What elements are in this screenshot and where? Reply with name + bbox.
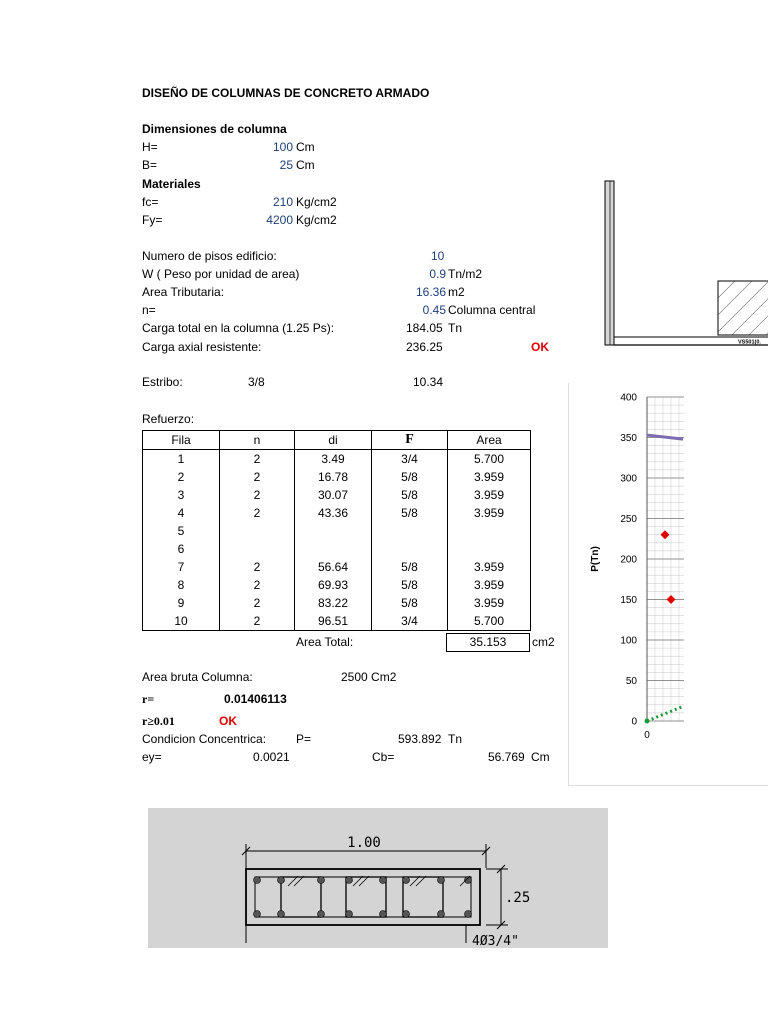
column-section-drawing bbox=[148, 808, 608, 948]
area-total-label: Area Total: bbox=[296, 635, 354, 649]
table-cell bbox=[220, 522, 295, 540]
area-trib-unit: m2 bbox=[448, 285, 465, 299]
rebar-dot bbox=[254, 911, 261, 918]
col-header-n: n bbox=[220, 431, 295, 450]
col-header-di: di bbox=[295, 431, 372, 450]
table-cell: 5/8 bbox=[372, 504, 448, 522]
r-check-label: r≥0.01 bbox=[142, 714, 175, 728]
carga-axial-status: OK bbox=[531, 340, 549, 354]
carga-axial-value: 236.25 bbox=[406, 340, 443, 354]
table-cell: 2 bbox=[220, 576, 295, 594]
rebar-dot bbox=[465, 911, 472, 918]
table-cell: 3/4 bbox=[372, 450, 448, 469]
data-point bbox=[667, 595, 676, 604]
table-cell: 3/4 bbox=[372, 612, 448, 631]
h-label: H= bbox=[142, 140, 158, 154]
concentrica-label: Condicion Concentrica: bbox=[142, 732, 267, 746]
estribo-label: Estribo: bbox=[142, 375, 183, 389]
materials-heading: Materiales bbox=[142, 177, 201, 191]
w-unit: Tn/m2 bbox=[448, 267, 483, 281]
rebar-dot bbox=[278, 911, 285, 918]
table-cell bbox=[295, 540, 372, 558]
y-tick-label: 150 bbox=[620, 595, 637, 606]
interaction-chart bbox=[568, 383, 684, 785]
table-row bbox=[143, 450, 531, 469]
table-row bbox=[143, 576, 531, 594]
table-cell bbox=[295, 522, 372, 540]
table-cell: 2 bbox=[220, 504, 295, 522]
rebar-dot bbox=[403, 877, 410, 884]
carga-total-unit: Tn bbox=[448, 321, 463, 335]
table-row bbox=[143, 612, 531, 631]
carga-total-label: Carga total en la columna (1.25 Ps): bbox=[142, 321, 335, 335]
table-cell bbox=[372, 522, 448, 540]
ey-label: ey= bbox=[142, 750, 162, 764]
r-check-status: OK bbox=[219, 714, 237, 728]
n-label: n= bbox=[142, 303, 156, 317]
fc-unit: Kg/cm2 bbox=[296, 195, 337, 209]
stirrup-inner bbox=[346, 877, 386, 917]
area-total-box bbox=[446, 633, 530, 652]
area-bruta-label: Area bruta Columna: bbox=[142, 670, 253, 684]
table-cell: 9 bbox=[143, 594, 220, 612]
rebar-dot bbox=[254, 877, 261, 884]
rebar-dot bbox=[380, 877, 387, 884]
pisos-value: 10 bbox=[431, 249, 445, 263]
h-unit: Cm bbox=[296, 140, 315, 154]
p-label: P= bbox=[296, 732, 312, 746]
elevation-label: VS501(0. bbox=[738, 339, 761, 346]
table-cell: 6 bbox=[143, 540, 220, 558]
rebar-dot bbox=[278, 877, 285, 884]
rebar-dot bbox=[438, 911, 445, 918]
table-cell: 2 bbox=[220, 594, 295, 612]
w-label: W ( Peso por unidad de area) bbox=[142, 267, 300, 281]
p-value: 593.892 bbox=[398, 732, 442, 746]
n-value: 0.45 bbox=[422, 303, 446, 317]
table-cell: 2 bbox=[220, 486, 295, 504]
table-cell: 2 bbox=[220, 468, 295, 486]
n-unit: Columna central bbox=[448, 303, 536, 317]
y-tick-label: 200 bbox=[620, 554, 637, 566]
rebar-dot bbox=[346, 911, 353, 918]
r-label: r= bbox=[142, 692, 155, 706]
table-cell: 96.51 bbox=[295, 612, 372, 631]
table-cell: 56.64 bbox=[295, 558, 372, 576]
table-cell: 5.700 bbox=[448, 450, 531, 469]
rebar-dot bbox=[403, 911, 410, 918]
col-header-f: F bbox=[372, 431, 448, 450]
stirrup-inner bbox=[403, 877, 443, 917]
table-cell: 3.959 bbox=[448, 486, 531, 504]
table-row bbox=[143, 522, 531, 540]
table-cell: 83.22 bbox=[295, 594, 372, 612]
y-tick-label: 250 bbox=[620, 514, 637, 525]
table-cell: 3.959 bbox=[448, 576, 531, 594]
table-row bbox=[143, 558, 531, 576]
section-width-label: 1.00 bbox=[347, 835, 381, 851]
col-header-fila: Fila bbox=[143, 431, 220, 450]
y-tick-label: 400 bbox=[620, 392, 637, 404]
table-cell: 3.959 bbox=[448, 468, 531, 486]
rebar-dot bbox=[438, 877, 445, 884]
table-cell: 4 bbox=[143, 504, 220, 522]
column-wall bbox=[605, 181, 614, 345]
table-cell: 2 bbox=[220, 450, 295, 469]
pisos-label: Numero de pisos edificio: bbox=[142, 249, 277, 263]
area-trib-label: Area Tributaria: bbox=[142, 285, 225, 299]
table-row bbox=[143, 486, 531, 504]
data-point bbox=[661, 530, 670, 539]
table-cell: 5/8 bbox=[372, 558, 448, 576]
p-unit: Tn bbox=[448, 732, 463, 746]
table-row bbox=[143, 540, 531, 558]
table-cell: 5 bbox=[143, 522, 220, 540]
table-cell: 2 bbox=[220, 558, 295, 576]
table-cell: 10 bbox=[143, 612, 220, 631]
table-cell: 5/8 bbox=[372, 468, 448, 486]
table-cell: 1 bbox=[143, 450, 220, 469]
b-label: B= bbox=[142, 158, 158, 172]
elevation-drawing bbox=[600, 178, 768, 350]
x-tick-label: 0 bbox=[644, 730, 650, 741]
table-cell: 3.959 bbox=[448, 558, 531, 576]
fc-label: fc= bbox=[142, 195, 159, 209]
table-cell: 3.49 bbox=[295, 450, 372, 469]
series-line bbox=[647, 706, 683, 721]
fy-unit: Kg/cm2 bbox=[296, 213, 337, 227]
dimensions-heading: Dimensiones de columna bbox=[142, 122, 287, 136]
table-cell: 5.700 bbox=[448, 612, 531, 631]
table-cell bbox=[220, 540, 295, 558]
stirrup-outer bbox=[255, 877, 471, 917]
table-cell: 3.959 bbox=[448, 504, 531, 522]
y-tick-label: 300 bbox=[620, 473, 637, 485]
hatched-block bbox=[718, 281, 768, 335]
area-total-unit: cm2 bbox=[532, 635, 555, 649]
y-tick-label: 0 bbox=[631, 716, 637, 728]
b-value: 25 bbox=[279, 158, 293, 172]
table-row bbox=[143, 594, 531, 612]
cb-value: 56.769 bbox=[488, 750, 525, 764]
fc-value: 210 bbox=[272, 195, 293, 209]
data-point bbox=[645, 719, 650, 724]
table-cell bbox=[372, 540, 448, 558]
rebar-dot bbox=[318, 911, 325, 918]
chart-ylabel: P(Tn) bbox=[590, 546, 601, 572]
ey-value: 0.0021 bbox=[253, 750, 290, 764]
section-bars-label: 4Ø3/4" bbox=[472, 934, 519, 948]
table-cell: 3 bbox=[143, 486, 220, 504]
fy-value: 4200 bbox=[266, 213, 293, 227]
cb-unit: Cm bbox=[531, 750, 550, 764]
fy-label: Fy= bbox=[142, 213, 163, 227]
table-cell bbox=[448, 522, 531, 540]
area-trib-value: 16.36 bbox=[415, 285, 446, 299]
chart-grid bbox=[647, 397, 684, 721]
table-cell: 8 bbox=[143, 576, 220, 594]
table-cell: 43.36 bbox=[295, 504, 372, 522]
col-header-area: Area bbox=[448, 431, 531, 450]
y-tick-label: 350 bbox=[620, 433, 637, 444]
table-cell: 2 bbox=[220, 612, 295, 631]
page-title: DISEÑO DE COLUMNAS DE CONCRETO ARMADO bbox=[142, 86, 430, 100]
table-cell: 3.959 bbox=[448, 594, 531, 612]
table-cell: 5/8 bbox=[372, 486, 448, 504]
series-line bbox=[647, 435, 683, 439]
table-row bbox=[143, 468, 531, 486]
y-tick-label: 100 bbox=[620, 635, 637, 647]
estribo-size: 3/8 bbox=[248, 375, 265, 389]
b-unit: Cm bbox=[296, 158, 315, 172]
table-cell: 69.93 bbox=[295, 576, 372, 594]
carga-total-value: 184.05 bbox=[406, 321, 443, 335]
table-cell: 5/8 bbox=[372, 576, 448, 594]
table-cell: 5/8 bbox=[372, 594, 448, 612]
area-bruta-value: 2500 Cm2 bbox=[341, 670, 397, 684]
table-cell: 7 bbox=[143, 558, 220, 576]
chart-ticks bbox=[620, 393, 650, 742]
table-cell: 2 bbox=[143, 468, 220, 486]
r-value: 0.01406113 bbox=[224, 692, 287, 706]
refuerzo-table bbox=[142, 430, 531, 631]
section-height-label: .25 bbox=[505, 890, 531, 906]
rebar-dot bbox=[380, 911, 387, 918]
refuerzo-heading: Refuerzo: bbox=[142, 412, 195, 426]
h-value: 100 bbox=[272, 140, 293, 154]
y-tick-label: 50 bbox=[625, 676, 637, 687]
table-cell: 30.07 bbox=[295, 486, 372, 504]
stirrup-inner bbox=[281, 877, 321, 917]
table-cell bbox=[448, 540, 531, 558]
rebar-dot bbox=[346, 877, 353, 884]
area-total-value: 35.153 bbox=[469, 635, 507, 649]
estribo-value: 10.34 bbox=[413, 375, 444, 389]
carga-axial-label: Carga axial resistente: bbox=[142, 340, 262, 354]
table-row bbox=[143, 504, 531, 522]
w-value: 0.9 bbox=[429, 267, 446, 281]
table-cell: 16.78 bbox=[295, 468, 372, 486]
section-panel bbox=[148, 808, 608, 948]
rebar-dot bbox=[318, 877, 325, 884]
cb-label: Cb= bbox=[372, 750, 395, 764]
